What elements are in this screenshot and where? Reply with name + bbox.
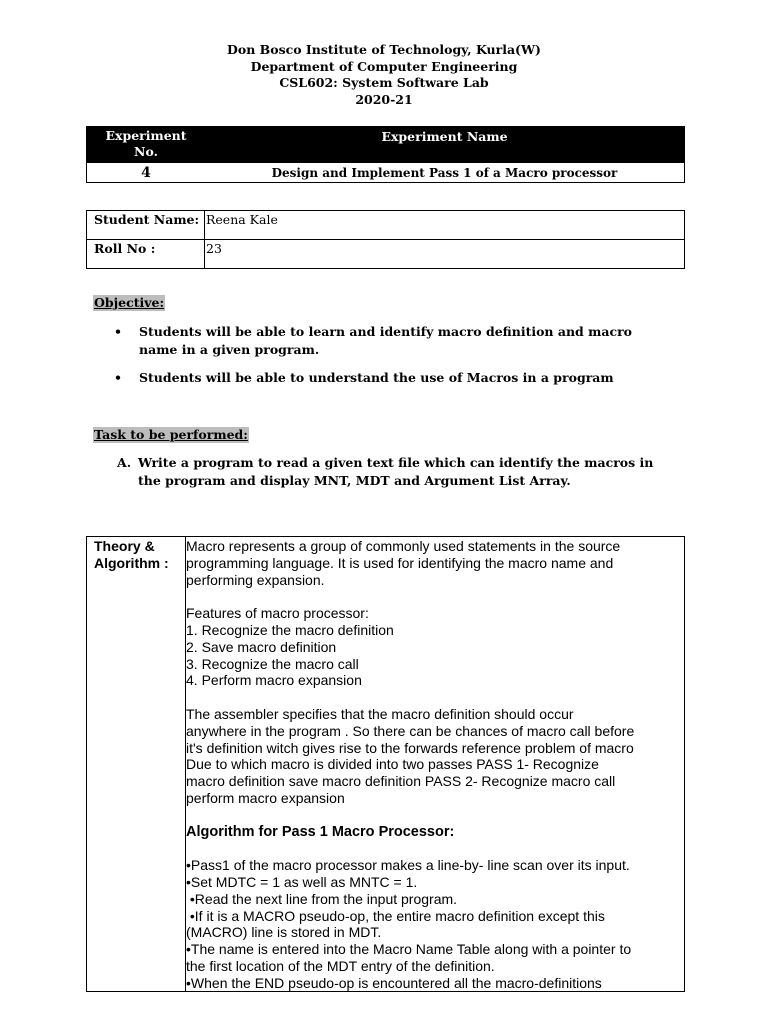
student-name-row: [87, 211, 684, 239]
roll-no-label: Roll No :: [87, 240, 205, 268]
spacer: [186, 689, 684, 706]
experiment-no-header: [87, 127, 205, 163]
bullet-icon: •: [114, 324, 122, 339]
spacer: [186, 807, 684, 824]
theory-line: programming language. It is used for identifying the macro name and: [186, 554, 614, 571]
experiment-name-header: Experiment Name: [381, 129, 508, 144]
objective-list: [114, 323, 674, 397]
theory-line: The assembler specifies that the macro definition should occur: [186, 705, 574, 722]
experiment-no-header-line1: Experiment: [105, 128, 187, 143]
task-heading: Task to be performed:: [94, 427, 248, 442]
theory-label-line1: Theory &: [94, 538, 155, 554]
theory-label-line2: Algorithm :: [94, 555, 169, 571]
theory-line: 4. Perform macro expansion: [186, 672, 362, 689]
algorithm-step: •When the END pseudo-op is encountered all the macro-definitions: [186, 974, 602, 991]
experiment-row: [87, 163, 684, 182]
algorithm-step: •The name is entered into the Macro Name Table along with a pointer to: [186, 941, 632, 958]
task-item: [117, 454, 677, 490]
roll-no-value: 23: [206, 241, 222, 256]
student-name-label: Student Name:: [87, 211, 205, 239]
algorithm-step: (MACRO) line is stored in MDT.: [186, 924, 382, 941]
theory-line: 1. Recognize the macro definition: [186, 621, 394, 638]
objective-heading: Objective:: [94, 295, 165, 310]
document-header: [0, 42, 768, 108]
theory-line: 3. Recognize the macro call: [186, 655, 359, 672]
course-name: CSL602: System Software Lab: [279, 75, 489, 90]
algorithm-step: the first location of the MDT entry of the definition.: [186, 957, 495, 974]
algorithm-step: •Pass1 of the macro processor makes a line-by- line scan over its input.: [186, 857, 630, 874]
experiment-no-header-line2: No.: [134, 144, 158, 159]
objective-item-text: Students will be able to understand the use of Macros in a program: [139, 370, 614, 385]
theory-line: performing expansion.: [186, 571, 325, 588]
algorithm-step: •Set MDTC = 1 as well as MNTC = 1.: [186, 873, 418, 890]
institute-name: Don Bosco Institute of Technology, Kurla(W): [227, 42, 541, 57]
objective-item: [114, 369, 674, 387]
algorithm-step: •If it is a MACRO pseudo-op, the entire macro definition except this: [186, 907, 605, 924]
theory-line: Features of macro processor:: [186, 605, 369, 622]
task-letter: A.: [117, 455, 132, 470]
theory-line: macro definition save macro definition PASS 2- Recognize macro call: [186, 773, 616, 790]
theory-label: [87, 537, 186, 991]
objective-item: [114, 323, 674, 359]
experiment-number: 4: [141, 164, 151, 181]
theory-line: Macro represents a group of commonly used statements in the source: [186, 538, 621, 554]
student-table: [86, 210, 685, 269]
roll-no-row: [87, 239, 684, 268]
student-name-value: Reena Kale: [206, 212, 278, 227]
theory-line: 2. Save macro definition: [186, 638, 337, 655]
algorithm-step: •Read the next line from the input program.: [186, 890, 458, 907]
theory-body: [186, 537, 684, 991]
spacer: [186, 840, 684, 857]
theory-line: Due to which macro is divided into two passes PASS 1- Recognize: [186, 756, 599, 773]
academic-year: 2020-21: [355, 91, 413, 107]
experiment-table-header: [87, 127, 684, 163]
experiment-table: [86, 126, 685, 183]
theory-table: [86, 536, 685, 992]
algorithm-heading: Algorithm for Pass 1 Macro Processor:: [186, 823, 455, 840]
experiment-title: Design and Implement Pass 1 of a Macro processor: [271, 165, 618, 180]
theory-line: it's definition witch gives rise to the forwards reference problem of macro: [186, 739, 634, 756]
theory-line: perform macro expansion: [186, 789, 345, 806]
spacer: [186, 588, 684, 605]
task-text: Write a program to read a given text file which can identify the macros in the program and display MNT, MDT and Argument List Array.: [138, 455, 654, 488]
department-name: Department of Computer Engineering: [250, 58, 518, 74]
algorithm-steps: [186, 857, 684, 991]
bullet-icon: •: [114, 370, 122, 385]
theory-text: [186, 538, 684, 824]
objective-item-text: Students will be able to learn and identify macro definition and macro name in a given program.: [139, 324, 633, 357]
theory-line: anywhere in the program . So there can be chances of macro call before: [186, 722, 635, 739]
